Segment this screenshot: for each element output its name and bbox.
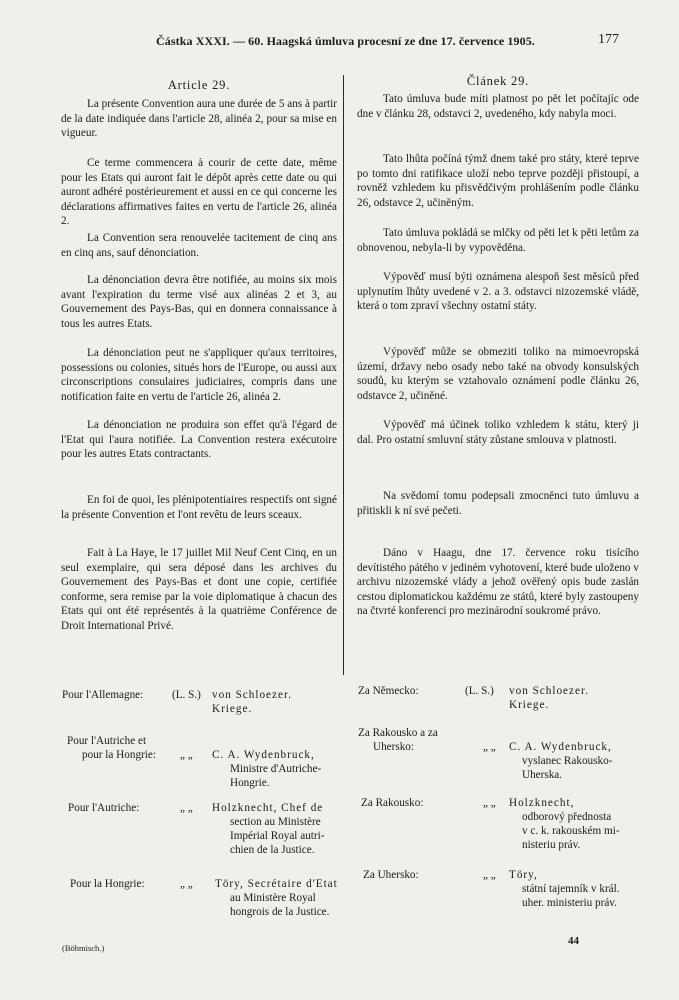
sig-right-2-name: C. A. Wydenbruck, <box>509 741 612 753</box>
sig-left-2-ditto: „ „ <box>180 749 193 761</box>
right-paragraph-text: Tato lhůta počíná týmž dnem také pro státy, které teprve po tomto dni ratifikace uloží nebo teprve později přistoupí, a rovněž vzhledem ku přisvědčivým prohlášením podle článku 26, odstavce 2, učiněným. <box>357 153 639 209</box>
sig-left-1-country: Pour l'Allemagne: <box>62 689 144 701</box>
left-paragraph-text: La dénonciation devra être notifiée, au moins six mois avant l'expiration du terme visé aux alinéas 2 et 3, au Gouvernement des Pays-Bas, qui en donnera connaissance à tous les autres Etats. <box>61 274 337 330</box>
right-paragraph-text: Výpověď může se obmeziti toliko na mimoevropská území, državy nebo osady nebo také na obvody konsulských soudů, ku kterým se vztahovalo oznámení podle článku 26, odstavce 2, učiněné. <box>357 346 639 402</box>
left-paragraph-1 <box>61 97 337 141</box>
left-paragraph-7 <box>61 493 337 522</box>
sig-left-2-title2: Hongrie. <box>230 777 270 789</box>
left-paragraph-text: En foi de quoi, les plénipotentiaires respectifs ont signé la présente Convention et l'ont revêtu de leurs sceaux. <box>61 494 337 521</box>
sig-left-3-title3: chien de la Justice. <box>230 844 315 856</box>
sig-right-2-title2: Uherska. <box>522 769 563 781</box>
sig-left-4-title2: hongrois de la Justice. <box>230 906 330 918</box>
sig-left-1-name: von Schloezer. <box>212 689 292 701</box>
sig-left-2-country2: pour la Hongrie: <box>82 749 156 761</box>
sig-left-2-title1: Ministre d'Autriche- <box>230 763 322 775</box>
right-paragraph-7 <box>357 489 639 518</box>
left-paragraph-5 <box>61 346 337 404</box>
sig-left-2-country: Pour l'Autriche et <box>67 735 147 747</box>
sig-left-1-seal: (L. S.) <box>172 689 201 701</box>
right-paragraph-6 <box>357 418 639 447</box>
sig-right-3-ditto: „ „ <box>483 797 496 809</box>
sig-left-4-name: Töry, Secrétaire d'Etat <box>215 878 338 890</box>
sig-right-3-name: Holzknecht, <box>509 797 575 809</box>
sig-right-4-title2: uher. ministeriu práv. <box>522 897 617 909</box>
left-paragraph-2 <box>61 156 337 229</box>
left-article-heading-block <box>61 78 337 99</box>
left-paragraph-text: La présente Convention aura une durée de 5 ans à partir de la date indiquée dans l'article 28, alinéa 2, pour sa mise en vigueur. <box>61 98 337 140</box>
right-paragraph-text: Tato úmluva bude míti platnost po pět let počítajíc ode dne v článku 28, odstavci 2, uvedeného, kdy nabyla moci. <box>357 93 639 120</box>
sig-right-2-country: Za Rakousko a za <box>358 727 438 739</box>
right-paragraph-5 <box>357 345 639 403</box>
right-paragraph-2 <box>357 152 639 210</box>
sig-right-3-title1: odborový přednosta <box>522 811 612 823</box>
right-paragraph-text: Na svědomí tomu podepsali zmocněnci tuto úmluvu a přitiskli k ní své pečeti. <box>357 490 639 517</box>
sig-right-4-ditto: „ „ <box>483 869 496 881</box>
right-paragraph-text: Výpověď musí býti oznámena alespoň šest měsíců před uplynutím lhůty uvedené v 2. a 3. odstavci nizozemské vládě, která o tom zpraví všechny ostatní státy. <box>357 271 639 313</box>
sig-left-2-name: C. A. Wydenbruck, <box>212 749 315 761</box>
left-paragraph-text: La Convention sera renouvelée tacitement de cinq ans en cinq ans, sauf dénonciation. <box>61 232 337 259</box>
page-header <box>0 34 679 54</box>
sig-right-3-title2: v c. k. rakouském mi- <box>522 825 620 837</box>
right-paragraph-1 <box>357 92 639 121</box>
sig-right-2-country2: Uhersko: <box>373 741 415 753</box>
sig-right-3-country: Za Rakousko: <box>361 797 424 809</box>
sig-right-1-name: von Schloezer. <box>509 685 589 697</box>
right-paragraph-text: Dáno v Haagu, dne 17. července roku tisícího devítistého pátého v jediném vyhotovení, které bude uloženo v archivu nizozemské vlády a jehož ověřený opis bude zaslán cestou diplomatickou každému ze států, které byly zastoupeny na čtvrté konferenci pro mezinárodní soukromé právo. <box>357 547 639 618</box>
sig-right-1-name2: Kriege. <box>509 699 550 711</box>
sig-right-1-seal: (L. S.) <box>465 685 494 697</box>
sig-right-4-name: Töry, <box>509 869 538 881</box>
sig-right-1-country: Za Německo: <box>358 685 419 697</box>
sig-right-4-country: Za Uhersko: <box>363 869 419 881</box>
left-paragraph-text: La dénonciation peut ne s'appliquer qu'aux territoires, possessions ou colonies, situés hors de l'Europe, ou aussi aux circonscriptions consulaires judiciaires, compris dans une notification faite en vertu de l'article 26, alinéa 2. <box>61 347 337 403</box>
header-title: Částka XXXI. — 60. Haagská úmluva procesní ze dne 17. července 1905. <box>156 34 535 48</box>
sig-right-3-title3: nisteriu práv. <box>522 839 581 851</box>
page-number: 177 <box>598 32 619 47</box>
footer-sheet-number: 44 <box>568 935 579 947</box>
column-divider <box>343 75 344 675</box>
left-paragraph-6 <box>61 418 337 462</box>
sig-left-1-name2: Kriege. <box>212 703 253 715</box>
sig-right-4-title1: státní tajemník v král. <box>522 883 620 895</box>
left-paragraph-text: Ce terme commencera à courir de cette date, même pour les Etats qui auront fait le dépôt après cette date ou qui auront adhéré postérieurement et aussi en ce qui concerne les déclarations affirmatives faites en vertu de l'article 26, alinéa 2. <box>61 157 337 228</box>
right-paragraph-text: Výpověď má účinek toliko vzhledem k státu, který ji dal. Pro ostatní smluvní státy zůstane smlouva v platnosti. <box>357 419 639 446</box>
sig-right-2-title1: vyslanec Rakousko- <box>522 755 613 767</box>
right-paragraph-8 <box>357 546 639 619</box>
left-paragraph-8 <box>61 546 337 634</box>
sig-left-4-country: Pour la Hongrie: <box>70 878 145 890</box>
sig-right-2-ditto: „ „ <box>483 741 496 753</box>
footer-edition-note: (Böhmisch.) <box>62 943 105 953</box>
sig-left-3-country: Pour l'Autriche: <box>68 802 140 814</box>
sig-left-3-title1: section au Ministère <box>230 816 321 828</box>
right-paragraph-4 <box>357 270 639 314</box>
sig-left-3-ditto: „ „ <box>180 802 193 814</box>
left-paragraph-4 <box>61 273 337 331</box>
sig-left-3-name: Holzknecht, Chef de <box>212 802 324 814</box>
left-paragraph-3 <box>61 231 337 260</box>
sig-left-4-title1: au Ministère Royal <box>230 892 316 904</box>
right-paragraph-3 <box>357 226 639 255</box>
left-article-heading: Article 29. <box>167 78 231 92</box>
right-paragraph-text: Tato úmluva pokládá se mlčky od pěti let k pěti letům za obnovenou, nebyla-li by vypověděna. <box>357 227 639 254</box>
left-paragraph-text: La dénonciation ne produira son effet qu'à l'égard de l'Etat qui l'aura notifiée. La Convention restera exécutoire pour les autres Etats contractants. <box>61 419 337 461</box>
sig-left-3-title2: Impérial Royal autri- <box>230 830 325 842</box>
sig-left-4-ditto: „ „ <box>180 878 193 890</box>
left-paragraph-text: Fait à La Haye, le 17 juillet Mil Neuf Cent Cinq, en un seul exemplaire, qui sera déposé dans les archives du Gouvernement des Pays-Bas et dont une copie, certifiée conforme, sera remise par la voie diplomatique à chacun des Etats qui ont été représentés à la quatrième Conférence de Droit International Privé. <box>61 547 337 632</box>
right-article-heading: Článek 29. <box>466 74 530 88</box>
